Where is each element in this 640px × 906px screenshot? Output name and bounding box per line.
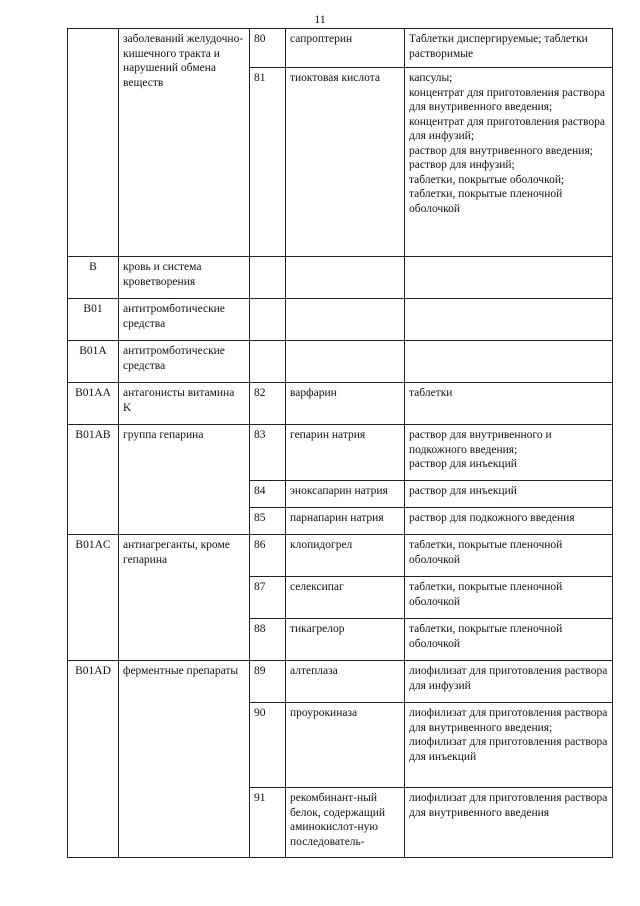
item-number: 84	[250, 481, 286, 508]
item-number: 86	[250, 535, 286, 577]
item-number: 83	[250, 425, 286, 481]
item-number	[250, 341, 286, 383]
dosage-form-line: раствор для инъекций	[409, 485, 517, 497]
table-row	[68, 299, 613, 341]
table-row	[68, 29, 613, 68]
item-number: 85	[250, 508, 286, 535]
drug-name	[286, 299, 405, 341]
table-row	[68, 257, 613, 299]
dosage-form	[405, 703, 613, 788]
dosage-form-line: лиофилизат для приготовления раствора для инфузий	[409, 665, 608, 692]
atc-code-cell: B01AB	[68, 425, 119, 535]
table-row	[68, 341, 613, 383]
dosage-form: таблетки	[405, 383, 613, 425]
dosage-form-line: концентрат для приготовления раствора для внутривенного введения;	[409, 86, 605, 113]
dosage-form	[405, 508, 613, 535]
dosage-form	[405, 619, 613, 661]
drug-table	[67, 28, 613, 858]
atc-code-cell: B01AD	[68, 661, 119, 858]
drug-name: сапроптерин	[286, 29, 405, 68]
group-name-cell: антитромботические средства	[119, 299, 250, 341]
drug-name: гепарин натрия	[286, 425, 405, 481]
drug-name	[286, 341, 405, 383]
item-number	[250, 257, 286, 299]
drug-name: проурокиназа	[286, 703, 405, 788]
dosage-form-line: таблетки, покрытые пленочной оболочкой	[409, 539, 563, 566]
item-number	[250, 299, 286, 341]
drug-name: рекомбинант-ный белок, содержащий аминокислот-ную последователь-	[286, 788, 405, 858]
group-name-cell: группа гепарина	[119, 425, 250, 535]
dosage-form	[405, 257, 613, 299]
group-name-cell: антиагреганты, кроме гепарина	[119, 535, 250, 661]
item-number: 81	[250, 68, 286, 257]
dosage-form-line: раствор для внутривенного введения;	[409, 144, 593, 157]
dosage-form-line: раствор для инъекций	[409, 458, 517, 470]
dosage-form	[405, 341, 613, 383]
drug-name: парнапарин натрия	[286, 508, 405, 535]
dosage-form-line: раствор для подкожного введения	[409, 512, 575, 524]
drug-name: тиоктовая кислота	[286, 68, 405, 257]
drug-name	[286, 257, 405, 299]
drug-name: тикагрелор	[286, 619, 405, 661]
item-number: 82	[250, 383, 286, 425]
dosage-form-line: лиофилизат для приготовления раствора для внутривенного введения	[409, 792, 608, 819]
dosage-form-line: раствор для внутривенного и подкожного введения;	[409, 429, 552, 456]
dosage-form	[405, 577, 613, 619]
item-number: 80	[250, 29, 286, 68]
drug-name: алтеплаза	[286, 661, 405, 703]
page-number: 11	[314, 12, 326, 26]
table-row	[68, 535, 613, 577]
dosage-form-line: таблетки, покрытые пленочной оболочкой	[409, 581, 563, 608]
dosage-form	[405, 68, 613, 257]
table-row	[68, 661, 613, 703]
dosage-form-line: капсулы;	[409, 72, 453, 84]
group-name-cell: кровь и система кроветворения	[119, 257, 250, 299]
item-number: 91	[250, 788, 286, 858]
drug-name: эноксапарин натрия	[286, 481, 405, 508]
dosage-form-line: лиофилизат для приготовления раствора для инъекций	[409, 736, 608, 763]
drug-name: клопидогрел	[286, 535, 405, 577]
dosage-form	[405, 788, 613, 858]
item-number: 90	[250, 703, 286, 788]
dosage-form-line: таблетки, покрытые пленочной оболочкой	[409, 623, 563, 650]
drug-name: селексипаг	[286, 577, 405, 619]
drug-name: варфарин	[286, 383, 405, 425]
dosage-form-line: таблетки, покрытые оболочкой;	[409, 173, 565, 186]
atc-code-cell: B01A	[68, 341, 119, 383]
group-name-cell: антитромботические средства	[119, 341, 250, 383]
atc-code-cell: B01AA	[68, 383, 119, 425]
dosage-form	[405, 425, 613, 481]
group-name-cell: ферментные препараты	[119, 661, 250, 858]
atc-code-cell: B01	[68, 299, 119, 341]
dosage-form	[405, 299, 613, 341]
dosage-form-line: таблетки, покрытые пленочной оболочкой	[409, 188, 563, 215]
atc-code-cell	[68, 29, 119, 257]
dosage-form	[405, 661, 613, 703]
item-number: 89	[250, 661, 286, 703]
atc-code-cell: B01AC	[68, 535, 119, 661]
dosage-form	[405, 535, 613, 577]
table-row	[68, 383, 613, 425]
atc-code-cell: B	[68, 257, 119, 299]
group-name-cell: заболеваний желудочно-кишечного тракта и нарушений обмена веществ	[119, 29, 250, 257]
dosage-form-line: концентрат для приготовления раствора для инфузий;	[409, 115, 605, 142]
table-row	[68, 425, 613, 481]
dosage-form: Таблетки диспергируемые; таблетки растворимые	[405, 29, 613, 68]
dosage-form	[405, 481, 613, 508]
item-number: 88	[250, 619, 286, 661]
dosage-form-line: лиофилизат для приготовления раствора для внутривенного введения;	[409, 707, 608, 734]
group-name-cell: антагонисты витамина K	[119, 383, 250, 425]
item-number: 87	[250, 577, 286, 619]
dosage-form-line: раствор для инфузий;	[409, 159, 515, 171]
